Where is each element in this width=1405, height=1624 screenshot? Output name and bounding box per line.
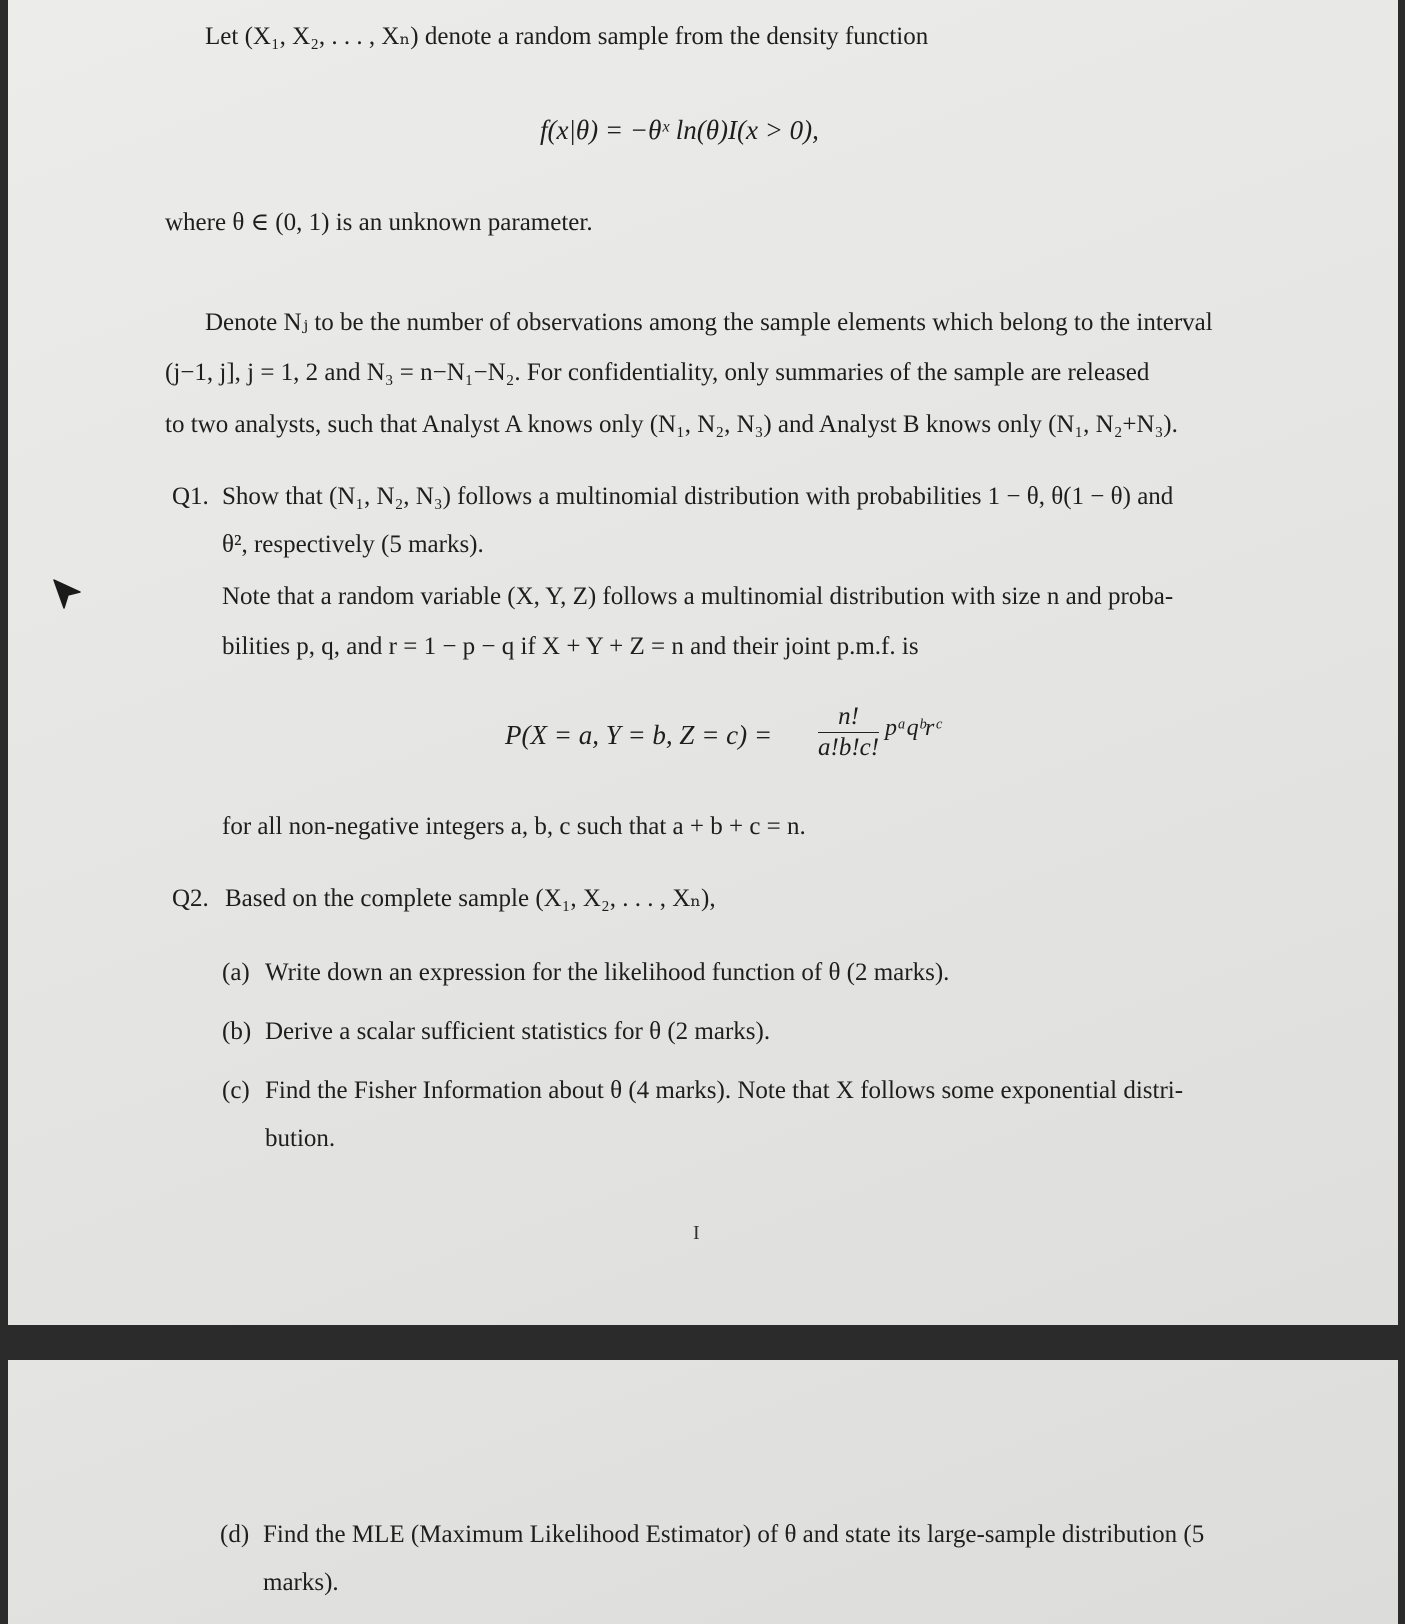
intro-line-2: where θ ∈ (0, 1) is an unknown parameter.: [165, 209, 593, 236]
pmf-left: P(X = a, Y = b, Z = c) =: [505, 720, 773, 750]
setup-line-1: Denote Nⱼ to be the number of observations among the sample elements which belong to the interval: [205, 309, 1213, 336]
q2d-text-cont: marks).: [263, 1569, 339, 1596]
density-equation: f(x|θ) = −θˣ ln(θ)I(x > 0),: [540, 115, 819, 145]
q2b-label: (b): [222, 1018, 252, 1045]
q2b-text: Derive a scalar sufficient statistics for θ (2 marks).: [265, 1018, 771, 1045]
q2c-text-cont: bution.: [265, 1125, 336, 1152]
q2c-text: Find the Fisher Information about θ (4 marks). Note that X follows some exponential distri-: [265, 1077, 1184, 1104]
document-page-1: [8, 0, 1398, 1325]
q1-note-line-1: Note that a random variable (X, Y, Z) follows a multinomial distribution with size n and proba-: [222, 583, 1174, 610]
q2-label: Q2.: [172, 885, 209, 912]
q2d-text: Find the MLE (Maximum Likelihood Estimator) of θ and state its large-sample distribution (5: [263, 1521, 1205, 1548]
pointer-cursor-icon: [52, 578, 82, 612]
q2d-label: (d): [220, 1521, 250, 1548]
q1-label: Q1.: [172, 483, 209, 510]
pmf-denominator: a!b!c!: [818, 734, 880, 761]
setup-line-2: (j−1, j], j = 1, 2 and N₃ = n−N₁−N₂. For confidentiality, only summaries of the sample are released: [165, 359, 1150, 386]
pmf-numerator: n!: [818, 702, 879, 733]
q2-line-1: Based on the complete sample (X₁, X₂, . . . , Xₙ),: [225, 885, 716, 912]
q2a-text: Write down an expression for the likelihood function of θ (2 marks).: [265, 959, 950, 986]
q2c-label: (c): [222, 1077, 250, 1104]
text-cursor-icon: I: [693, 1222, 700, 1244]
pmf-fraction: [818, 702, 879, 763]
q1-line-1: Show that (N₁, N₂, N₃) follows a multinomial distribution with probabilities 1 − θ, θ(1 − θ) and: [222, 483, 1174, 510]
q1-line-2: θ², respectively (5 marks).: [222, 531, 484, 558]
q1-note-line-3: for all non-negative integers a, b, c such that a + b + c = n.: [222, 813, 806, 840]
q2a-label: (a): [222, 959, 250, 986]
pmf-right: pᵃqᵇrᶜ: [885, 715, 941, 741]
document-page-2: [8, 1360, 1398, 1624]
q1-note-line-2: bilities p, q, and r = 1 − p − q if X + Y + Z = n and their joint p.m.f. is: [222, 633, 919, 660]
intro-line-1: Let (X₁, X₂, . . . , Xₙ) denote a random sample from the density function: [205, 23, 929, 50]
setup-line-3: to two analysts, such that Analyst A knows only (N₁, N₂, N₃) and Analyst B knows only (N₁, N₂+N₃).: [165, 411, 1178, 438]
